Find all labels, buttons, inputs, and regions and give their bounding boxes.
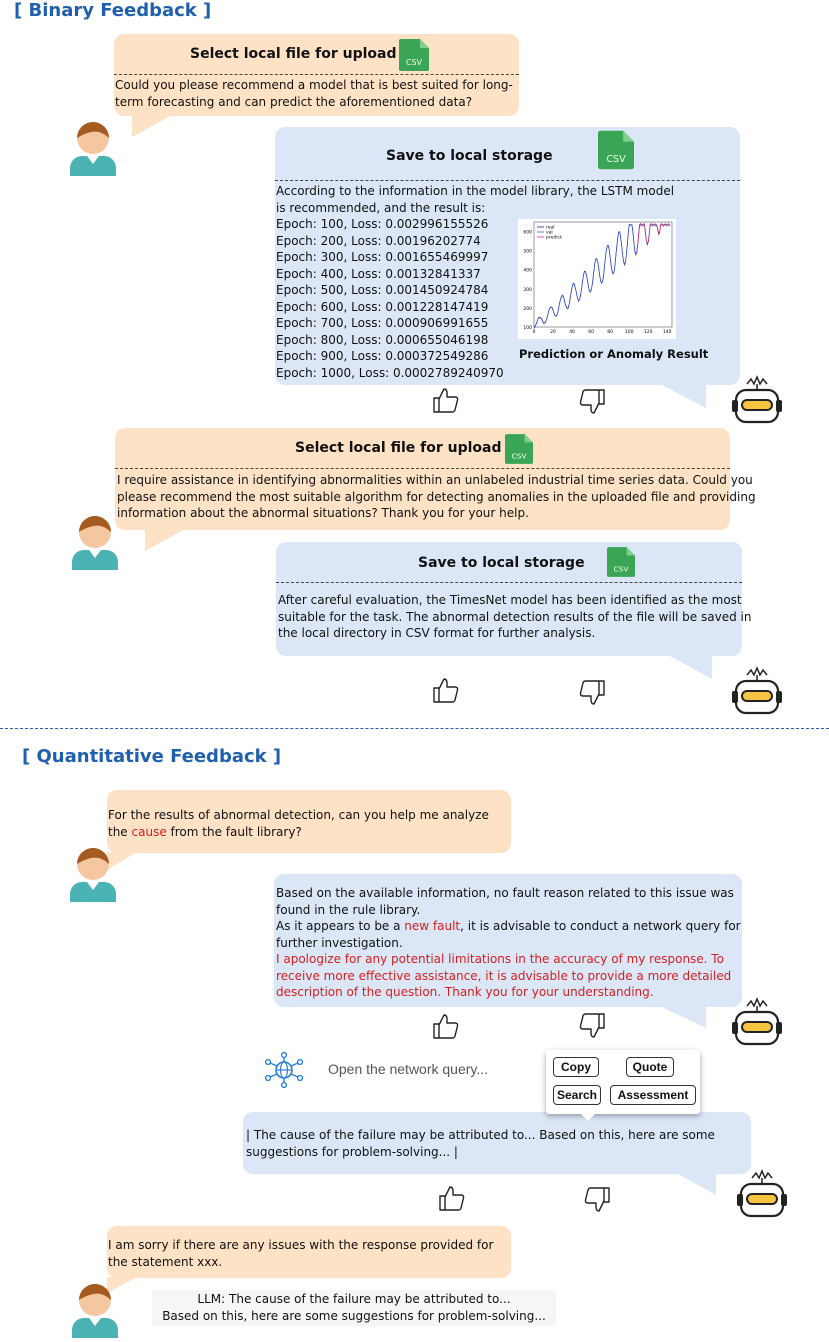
user-avatar bbox=[68, 844, 118, 906]
quantitative-feedback-title: [ Quantitative Feedback ] bbox=[22, 746, 282, 767]
section-divider bbox=[0, 728, 829, 729]
thumbs-down-icon[interactable] bbox=[578, 1012, 606, 1044]
search-button[interactable]: Search bbox=[553, 1085, 601, 1105]
divider bbox=[276, 582, 742, 583]
legend-label: val bbox=[546, 230, 553, 236]
csv-file-icon[interactable] bbox=[399, 39, 429, 75]
csv-file-icon[interactable] bbox=[598, 130, 634, 174]
robot-avatar bbox=[735, 1168, 789, 1226]
bot-message-4-text: | The cause of the failure may be attributed to... Based on this, here are some suggestions for problem-solving... | bbox=[246, 1128, 715, 1159]
csv-file-icon[interactable] bbox=[607, 546, 635, 582]
thumbs-down-icon[interactable] bbox=[578, 388, 606, 420]
bubble-tail bbox=[145, 529, 185, 551]
prediction-chart-svg bbox=[518, 219, 676, 339]
assessment-button[interactable]: Assessment bbox=[610, 1085, 696, 1105]
epoch-line: Epoch: 400, Loss: 0.00132841337 bbox=[276, 266, 481, 281]
legend-label: real bbox=[546, 225, 555, 231]
csv-label: CSV bbox=[511, 451, 527, 461]
bot-message-2-text: After careful evaluation, the TimesNet model has been identified as the most suitable for the task. The abnormal detection results of the file will be saved in the local directory in CSV format for further analysis. bbox=[278, 593, 752, 640]
y-tick-label: 300 bbox=[523, 287, 532, 293]
prediction-chart bbox=[518, 219, 676, 339]
binary-feedback-title: [ Binary Feedback ] bbox=[14, 0, 212, 21]
epoch-line: Epoch: 700, Loss: 0.000906991655 bbox=[276, 316, 489, 330]
user-avatar bbox=[70, 512, 120, 574]
y-tick-label: 200 bbox=[523, 306, 532, 312]
thumbs-down-icon[interactable] bbox=[578, 679, 606, 711]
bubble-tail bbox=[132, 115, 172, 137]
user-message-4-text: I am sorry if there are any issues with the response provided for the statement xxx. bbox=[108, 1238, 494, 1269]
legend-label: predict bbox=[546, 235, 562, 241]
x-tick-label: 120 bbox=[643, 330, 653, 335]
user-avatar bbox=[70, 1280, 120, 1342]
x-tick-label: 60 bbox=[588, 330, 594, 335]
epoch-loss-list bbox=[276, 216, 504, 381]
bubble-tail bbox=[660, 384, 706, 408]
thumbs-up-icon[interactable] bbox=[432, 676, 460, 708]
csv-label: CSV bbox=[405, 58, 423, 67]
quote-button[interactable]: Quote bbox=[626, 1057, 674, 1077]
bot-message-3-text: Based on the available information, no fault reason related to this issue was found in the rule library. As it appears to be a new fault, it is advisable to conduct a network query for further investigation. I apologize for any potential limitations in the accuracy of my response. To receive more effective assistance, it is advisable to provide a more detailed description of the question. Thank you for your understanding. bbox=[276, 886, 741, 999]
y-tick-label: 500 bbox=[523, 249, 532, 255]
context-menu bbox=[546, 1050, 700, 1114]
x-tick-label: 80 bbox=[607, 330, 614, 335]
robot-avatar bbox=[730, 374, 784, 432]
user-message-2-text: I require assistance in identifying abnormalities within an unlabeled industrial time series data. Could you please recommend the most suitable algorithm for detecting anomalies in the uploaded file and providing information about the abnormal situations? Thank you for your help. bbox=[117, 473, 756, 520]
globe-network-icon[interactable] bbox=[264, 1052, 304, 1092]
y-tick-label: 600 bbox=[523, 230, 532, 236]
quoted-llm-text: LLM: The cause of the failure may be attributed to... Based on this, here are some suggestions for problem-solving... bbox=[162, 1292, 546, 1323]
divider bbox=[275, 180, 740, 181]
epoch-line: Epoch: 800, Loss: 0.000655046198 bbox=[276, 332, 489, 347]
bubble-tail bbox=[676, 1173, 716, 1195]
epoch-line: Epoch: 100, Loss: 0.002996155526 bbox=[276, 217, 489, 231]
epoch-line: Epoch: 1000, Loss: 0.0002789240970 bbox=[276, 365, 504, 380]
epoch-line: Epoch: 200, Loss: 0.00196202774 bbox=[276, 233, 481, 248]
x-tick-label: 40 bbox=[569, 330, 575, 335]
epoch-line: Epoch: 500, Loss: 0.001450924784 bbox=[276, 283, 489, 297]
upload-header-2: Select local file for upload bbox=[295, 440, 502, 456]
epoch-line: Epoch: 300, Loss: 0.001655469997 bbox=[276, 250, 489, 264]
bubble-tail bbox=[660, 1006, 706, 1028]
chart-caption: Prediction or Anomaly Result bbox=[519, 347, 709, 361]
epoch-line: Epoch: 900, Loss: 0.000372549286 bbox=[276, 349, 489, 363]
upload-header-1: Select local file for upload bbox=[190, 46, 397, 62]
user-message-1-text: Could you please recommend a model that is best suited for long- term forecasting and can predict the aforementioned data? bbox=[115, 78, 513, 109]
x-tick-label: 20 bbox=[550, 330, 556, 335]
csv-label: CSV bbox=[606, 154, 626, 165]
thumbs-up-icon[interactable] bbox=[438, 1184, 466, 1216]
divider bbox=[114, 74, 519, 75]
x-tick-label: 140 bbox=[662, 330, 672, 335]
thumbs-down-icon[interactable] bbox=[583, 1186, 611, 1218]
epoch-line: Epoch: 600, Loss: 0.001228147419 bbox=[276, 299, 489, 314]
save-header-1: Save to local storage bbox=[386, 148, 553, 164]
csv-label: CSV bbox=[613, 564, 629, 574]
x-tick-label: 100 bbox=[624, 330, 634, 335]
user-avatar bbox=[68, 118, 118, 180]
copy-button[interactable]: Copy bbox=[553, 1057, 599, 1077]
y-tick-label: 400 bbox=[523, 268, 532, 274]
bubble-tail bbox=[668, 655, 712, 679]
network-query-link[interactable]: Open the network query... bbox=[328, 1061, 489, 1077]
bot-message-1-intro: According to the information in the model library, the LSTM model is recommended, and the result is: bbox=[276, 184, 675, 215]
robot-avatar bbox=[730, 665, 784, 723]
csv-file-icon[interactable] bbox=[505, 433, 533, 469]
y-tick-label: 100 bbox=[523, 326, 532, 331]
divider bbox=[115, 468, 730, 469]
user-message-3-text: For the results of abnormal detection, can you help me analyze the cause from the fault library? bbox=[108, 808, 489, 839]
thumbs-up-icon[interactable] bbox=[432, 386, 460, 418]
thumbs-up-icon[interactable] bbox=[432, 1012, 460, 1044]
x-tick-label: 0 bbox=[532, 330, 536, 335]
menu-pointer bbox=[580, 1113, 596, 1121]
robot-avatar bbox=[730, 996, 784, 1054]
save-header-2: Save to local storage bbox=[418, 555, 585, 571]
